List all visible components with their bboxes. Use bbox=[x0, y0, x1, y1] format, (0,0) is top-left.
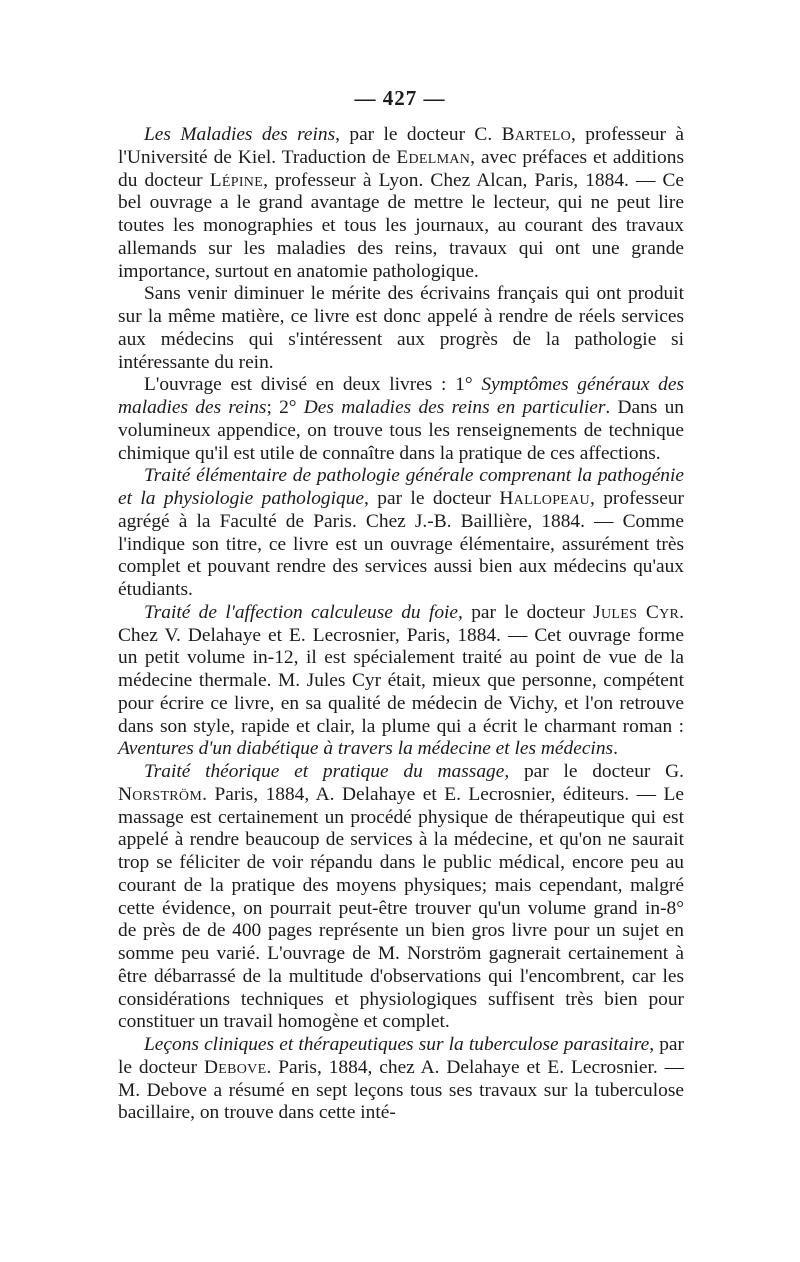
book-title: Traité théorique et pratique du massage bbox=[144, 761, 505, 782]
author-name: Bartelo bbox=[501, 124, 572, 145]
book-title: Les Maladies des reins bbox=[144, 124, 336, 145]
book-title: Traité élémentaire de pathologie générale comprenant la pathogénie et la physiologie pathologique bbox=[118, 465, 684, 509]
review-entry-tuberculose: Leçons cliniques et thérapeutiques sur la tuberculose parasitaire, par le docteur Debove. Paris, 1884, chez A. Delahaye et E. Lecrosnier. — M. Debove a résumé en sept leçons tous ses travaux sur la tuberculose bacillaire, on trouve dans cette inté- bbox=[118, 1034, 684, 1124]
author-name: Hallopeau bbox=[499, 488, 590, 509]
author-name: Norström bbox=[118, 783, 203, 805]
prefacer-name: Lépine bbox=[209, 169, 264, 191]
review-paragraph: Sans venir diminuer le mérite des écrivains français qui ont produit sur la même matière, ce livre est donc appelé à rendre de réels services aux médecins qui s'intéressent aux progrès de la pathologie si intéressante du rein. bbox=[118, 283, 684, 373]
book-part-title: Des maladies des reins en particulier bbox=[303, 397, 606, 418]
book-part-title: Symptômes généraux des maladies des reins bbox=[118, 374, 685, 418]
translator-name: Edelman bbox=[396, 146, 471, 168]
book-title: Traité de l'affection calculeuse du foie bbox=[144, 601, 459, 623]
review-entry-massage: Traité théorique et pratique du massage, par le docteur G. Norström. Paris, 1884, A. Delahaye et E. Lecrosnier, éditeurs. — Le massage est certainement un procédé physique de thérapeutique qui est appelé à rendre beaucoup de services à la médecine, et qu'on ne saurait trop se féliciter de voir répandu dans le public médical, encore peu au courant de la pratique des moyens physiques; mais cependant, malgré cette évidence, on pourrait peut-être trouver qu'un volume grand in-8° de près de de 400 pages représente un bien gros livre pour un sujet en somme peu varié. L'ouvrage de M. Norström gagnerait certainement à être débarrassé de la multitude d'observations qui l'encombrent, car les considérations techniques et physiologiques suffisent très bien pour constituer un travail homogène et complet. bbox=[118, 761, 684, 1033]
author-name: Jules Cyr bbox=[593, 601, 680, 623]
review-entry-pathologie-generale: Traité élémentaire de pathologie générale comprenant la pathogénie et la physiologie pathologique, par le docteur Hallopeau, professeur agrégé à la Faculté de Paris. Chez J.-B. Baillière, 1884. — Comme l'indique son titre, ce livre est un ouvrage élémentaire, assurément très complet et pouvant rendre des services aussi bien aux médecins qu'aux étudiants. bbox=[118, 465, 684, 600]
review-paragraph: L'ouvrage est divisé en deux livres : 1° Symptômes généraux des maladies des reins; 2° Des maladies des reins en particulier. Dans un volumineux appendice, on trouve tous les renseignements de technique chimique qu'il est utile de connaître dans la pratique de ces affections. bbox=[118, 374, 685, 464]
author-name: Debove bbox=[203, 1056, 267, 1078]
novel-title: Aventures d'un diabétique à travers la médecine et les médecins bbox=[118, 738, 614, 760]
book-title: Leçons cliniques et thérapeutiques sur la tuberculose parasitaire bbox=[144, 1034, 650, 1055]
page-number: — 427 — bbox=[354, 86, 446, 110]
review-entry-maladies-des-reins: Les Maladies des reins, par le docteur C. Bartelo, professeur à l'Université de Kiel. Traduction de Edelman, avec préfaces et additions du docteur Lépine, professeur à Lyon. Chez Alcan, Paris, 1884. — Ce bel ouvrage a le grand avantage de mettre le lecteur, qui ne peut lire toutes les monographies et tous les journaux, au courant des travaux allemands sur les maladies des reins, travaux qui ont une grande importance, surtout en anatomie pathologique. bbox=[118, 124, 684, 282]
review-entry-affection-calculeuse: Traité de l'affection calculeuse du foie, par le docteur Jules Cyr. Chez V. Delahaye et E. Lecrosnier, Paris, 1884. — Cet ouvrage forme un petit volume in-12, il est spécialement traité au point de vue de la médecine thermale. M. Jules Cyr était, mieux que personne, compétent pour écrire ce livre, en sa qualité de médecin de Vichy, et l'on retrouve dans son style, rapide et clair, la plume qui a écrit le charmant roman : Aventures d'un diabétique à travers la médecine et les médecins. bbox=[118, 601, 685, 760]
review-list bbox=[118, 124, 684, 1125]
